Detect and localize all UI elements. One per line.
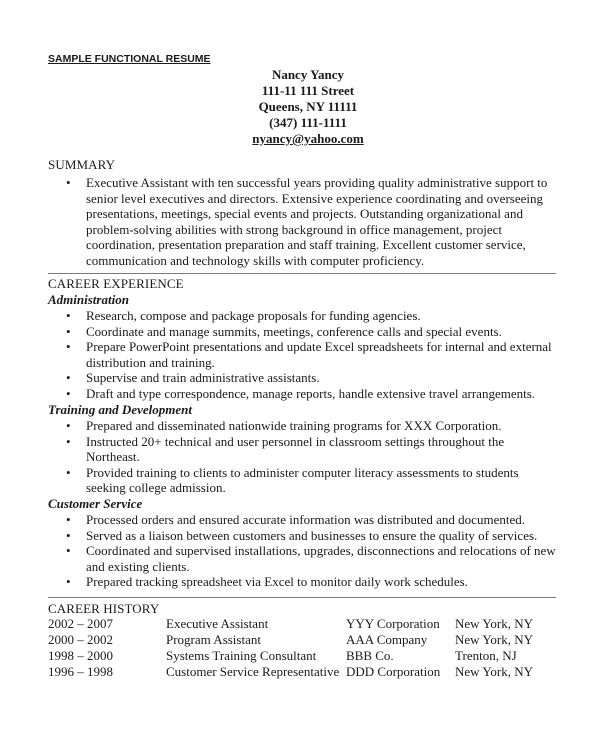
street-address: 111-11 111 Street (261, 83, 355, 98)
list-item: • Prepared tracking spreadsheet via Excel to monitor daily work schedules. (48, 574, 558, 590)
history-years: 2000 – 2002 (48, 632, 113, 647)
career-history-heading: CAREER HISTORY (48, 601, 160, 616)
summary-bullet: • Executive Assistant with ten successful years providing quality administrative support to senior level executives and directors. Extensive experience coordinating and overseeing presentations, meetings, special events and projects. Outstanding organizational and problem-solving abilities with strong background in office management, project coordination, presentation preparation and staff training. Excellent customer service, communication and technology skills with computer proficiency. (48, 175, 558, 268)
administration-heading: Administration (48, 292, 129, 307)
history-company: AAA Company (346, 632, 428, 647)
history-row (48, 616, 568, 632)
list-item: • Draft and type correspondence, manage reports, handle extensive travel arrangements. (48, 386, 558, 402)
list-item: • Served as a liaison between customers and businesses to ensure the quality of services. (48, 528, 558, 544)
history-company: YYY Corporation (346, 616, 440, 631)
history-row (48, 632, 568, 648)
history-years: 2002 – 2007 (48, 616, 113, 631)
summary-heading: SUMMARY (48, 157, 116, 172)
training-development-heading: Training and Development (48, 402, 192, 417)
history-title: Customer Service Representative (166, 664, 340, 679)
history-title: Program Assistant (166, 632, 261, 647)
history-title: Systems Training Consultant (166, 648, 317, 663)
city-state-zip: Queens, NY 11111 (258, 99, 358, 114)
candidate-name: Nancy Yancy (271, 67, 345, 82)
contact-header (0, 67, 600, 147)
list-item: • Processed orders and ensured accurate information was distributed and documented. (48, 512, 558, 528)
history-years: 1996 – 1998 (48, 664, 113, 679)
document-title: SAMPLE FUNCTIONAL RESUME (48, 53, 211, 65)
history-row (48, 664, 568, 680)
history-location: Trenton, NJ (455, 648, 517, 663)
section-divider (48, 273, 556, 274)
history-location: New York, NY (455, 632, 534, 647)
list-item: • Coordinated and supervised installations, upgrades, disconnections and relocations of new and existing clients. (48, 543, 558, 574)
list-item: • Supervise and train administrative assistants. (48, 370, 558, 386)
history-years: 1998 – 2000 (48, 648, 113, 663)
phone-number: (347) 111-1111 (269, 115, 347, 130)
history-company: DDD Corporation (346, 664, 441, 679)
list-item: • Provided training to clients to administer computer literacy assessments to students seeking college admission. (48, 465, 558, 496)
list-item: • Prepared and disseminated nationwide training programs for XXX Corporation. (48, 418, 558, 434)
list-item: • Instructed 20+ technical and user personnel in classroom settings throughout the Northeast. (48, 434, 558, 465)
history-location: New York, NY (455, 664, 534, 679)
section-divider (48, 597, 556, 598)
summary-list (48, 175, 558, 268)
history-row (48, 648, 568, 664)
list-item: • Coordinate and manage summits, meetings, conference calls and special events. (48, 324, 558, 340)
history-company: BBB Co. (346, 648, 394, 663)
list-item: • Research, compose and package proposals for funding agencies. (48, 308, 558, 324)
customer-service-heading: Customer Service (48, 496, 143, 511)
list-item: • Prepare PowerPoint presentations and update Excel spreadsheets for internal and external distribution and training. (48, 339, 558, 370)
training-development-list (48, 418, 558, 496)
email-link[interactable]: nyancy@yahoo.com (252, 131, 364, 146)
history-location: New York, NY (455, 616, 534, 631)
history-title: Executive Assistant (166, 616, 269, 631)
career-experience-heading: CAREER EXPERIENCE (48, 276, 184, 291)
customer-service-list (48, 512, 558, 590)
administration-list (48, 308, 558, 401)
